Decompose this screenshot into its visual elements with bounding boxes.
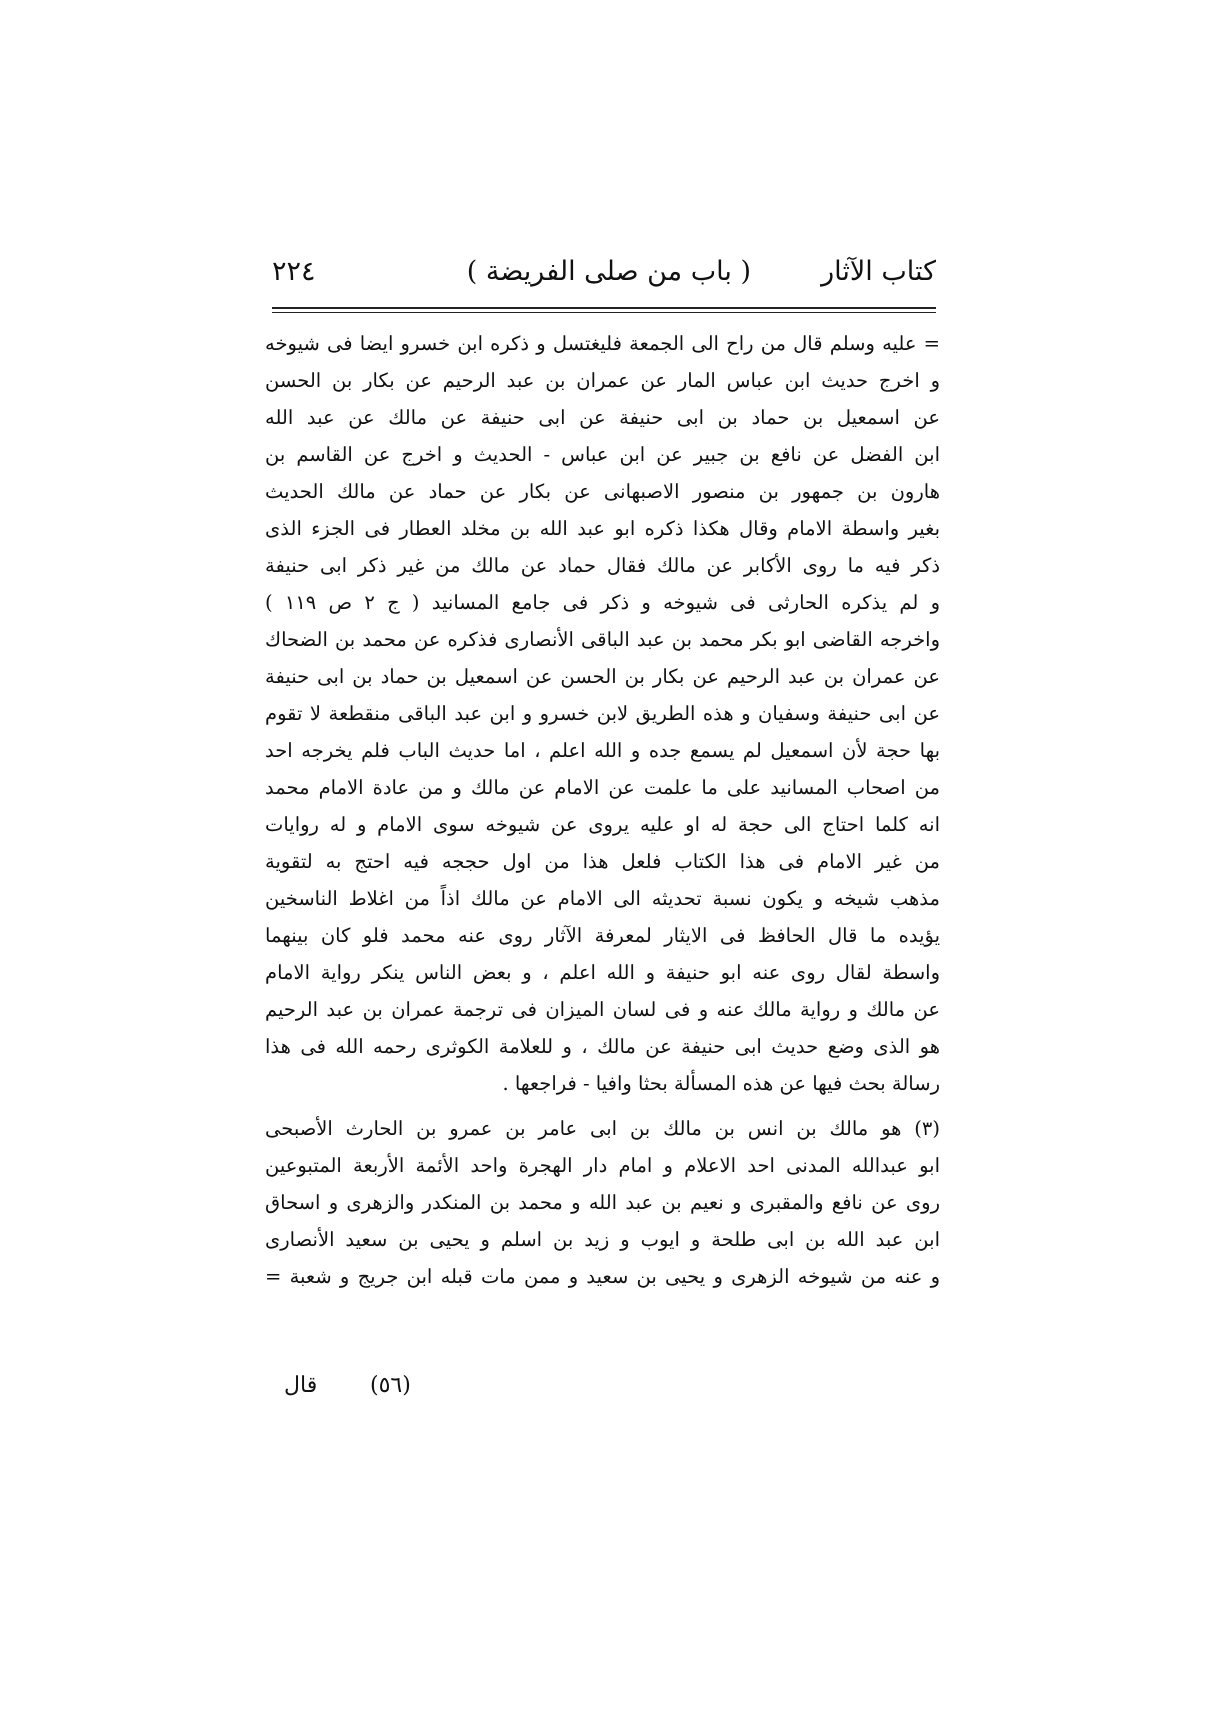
book-title: كتاب الآثار bbox=[821, 256, 936, 287]
text-line: هو الذى وضع حديث ابى حنيفة عن مالك ، و للعلامة الكوثرى رحمه الله فى هذا bbox=[265, 1035, 940, 1058]
text-line: و عنه من شيوخه الزهرى و يحيى بن سعيد و ممن مات قبله ابن جريج و شعبة = bbox=[265, 1265, 940, 1288]
paragraph-gap bbox=[265, 1102, 940, 1110]
text-line: من غير الامام فى هذا الكتاب فلعل هذا من اول حججه فيه احتج به لتقوية bbox=[265, 850, 940, 873]
text-line: عن اسمعيل بن حماد بن ابى حنيفة عن ابى حنيفة عن مالك عن عبد الله bbox=[265, 406, 940, 429]
text-line: ابن الفضل عن نافع بن جبير عن ابن عباس - الحديث و اخرج عن القاسم بن bbox=[265, 443, 940, 466]
footnotes-body bbox=[265, 325, 940, 1295]
header-rule bbox=[272, 307, 936, 309]
text-line: هارون بن جمهور بن منصور الاصبهانى عن بكار عن حماد عن مالك الحديث bbox=[265, 480, 940, 503]
text-line: و اخرج حديث ابن عباس المار عن عمران بن عبد الرحيم عن بكار بن الحسن bbox=[265, 369, 940, 392]
catchword: قال bbox=[284, 1373, 318, 1398]
text-line: ابن عبد الله بن ابى طلحة و ايوب و زيد بن اسلم و يحيى بن سعيد الأنصارى bbox=[265, 1228, 940, 1251]
page-header bbox=[272, 252, 936, 292]
text-line: واخرجه القاضى ابو بكر محمد بن عبد الباقى الأنصارى فذكره عن محمد بن الضحاك bbox=[265, 628, 940, 651]
text-line: (٣) هو مالك بن انس بن مالك بن ابى عامر بن عمرو بن الحارث الأصبحى bbox=[265, 1117, 940, 1140]
text-line-last: رسالة بحث فيها عن هذه المسألة بحثا وافيا - فراجعها . bbox=[502, 1072, 940, 1095]
text-line: روى عن نافع والمقبرى و نعيم بن عبد الله و محمد بن المنكدر والزهرى و اسحاق bbox=[265, 1191, 940, 1214]
text-line: واسطة لقال روى عنه ابو حنيفة و الله اعلم ، و بعض الناس ينكر رواية الامام bbox=[265, 961, 940, 984]
page-footer bbox=[272, 1366, 936, 1406]
text-line: = عليه وسلم قال من راح الى الجمعة فليغتسل و ذكره ابن خسرو ايضا فى شيوخه bbox=[265, 332, 940, 355]
page-number: ٢٢٤ bbox=[272, 256, 316, 287]
chapter-title: ( باب من صلى الفريضة ) bbox=[466, 256, 751, 287]
text-line: يؤيده ما قال الحافظ فى الايثار لمعرفة الآثار روى عنه محمد فلو كان بينهما bbox=[265, 924, 940, 947]
text-line: عن ابى حنيفة وسفيان و هذه الطريق لابن خسرو و ابن عبد الباقى منقطعة لا تقوم bbox=[265, 702, 940, 725]
text-line: بغير واسطة الامام وقال هكذا ذكره ابو عبد الله بن مخلد العطار فى الجزء الذى bbox=[265, 517, 940, 540]
text-line: انه كلما احتاج الى حجة له او عليه يروى عن شيوخه سوى الامام و له روايات bbox=[265, 813, 940, 836]
text-line: ذكر فيه ما روى الأكابر عن مالك فقال حماد عن مالك من غير ذكر ابى حنيفة bbox=[265, 554, 940, 577]
text-line: عن عمران بن عبد الرحيم عن بكار بن الحسن عن اسمعيل بن حماد بن ابى حنيفة bbox=[265, 665, 940, 688]
text-line: و لم يذكره الحارثى فى شيوخه و ذكر فى جامع المسانيد ( ج ٢ ص ١١٩ ) bbox=[265, 591, 940, 614]
signature-mark: (٥٦) bbox=[370, 1373, 411, 1398]
text-line: بها حجة لأن اسمعيل لم يسمع جده و الله اعلم ، اما حديث الباب فلم يخرجه احد bbox=[265, 739, 940, 762]
text-line: ابو عبدالله المدنى احد الاعلام و امام دار الهجرة واحد الأئمة الأربعة المتبوعين bbox=[265, 1154, 940, 1177]
text-line: عن مالك و رواية مالك عنه و فى لسان الميزان فى ترجمة عمران بن عبد الرحيم bbox=[265, 998, 940, 1021]
text-line: من اصحاب المسانيد على ما علمت عن الامام عن مالك و من عادة الامام محمد bbox=[265, 776, 940, 799]
header-rule-thin bbox=[272, 312, 936, 313]
text-line: مذهب شيخه و يكون نسبة تحديثه الى الامام عن مالك اذاً من اغلاط الناسخين bbox=[265, 887, 940, 910]
